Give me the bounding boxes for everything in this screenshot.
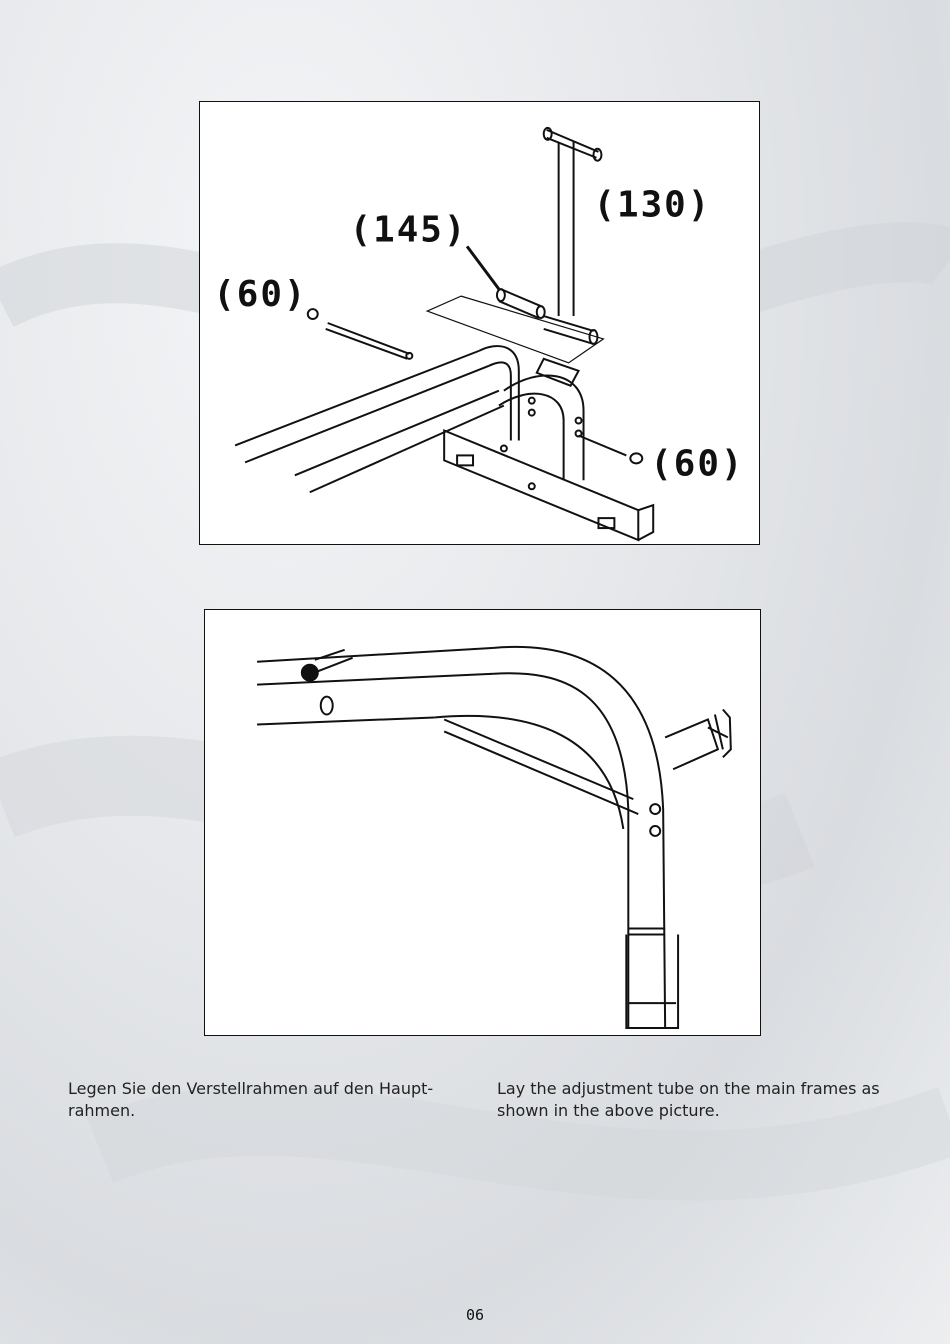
assembly-drawing-2 [205, 610, 760, 1035]
label-part-130: (130) [593, 184, 712, 226]
assembly-drawing-1 [200, 102, 759, 544]
caption-english: Lay the adjustment tube on the main frames as shown in the above picture. [497, 1079, 880, 1120]
caption-german: Legen Sie den Verstellrahmen auf den Haupt-rahmen. [68, 1079, 434, 1120]
assembly-diagram-2 [204, 609, 761, 1036]
assembly-diagram-1 [199, 101, 760, 545]
page-number: 06 [465, 1306, 485, 1324]
label-part-60-right: (60) [650, 443, 745, 485]
label-part-60-left: (60) [213, 274, 308, 316]
label-part-145: (145) [349, 209, 468, 251]
